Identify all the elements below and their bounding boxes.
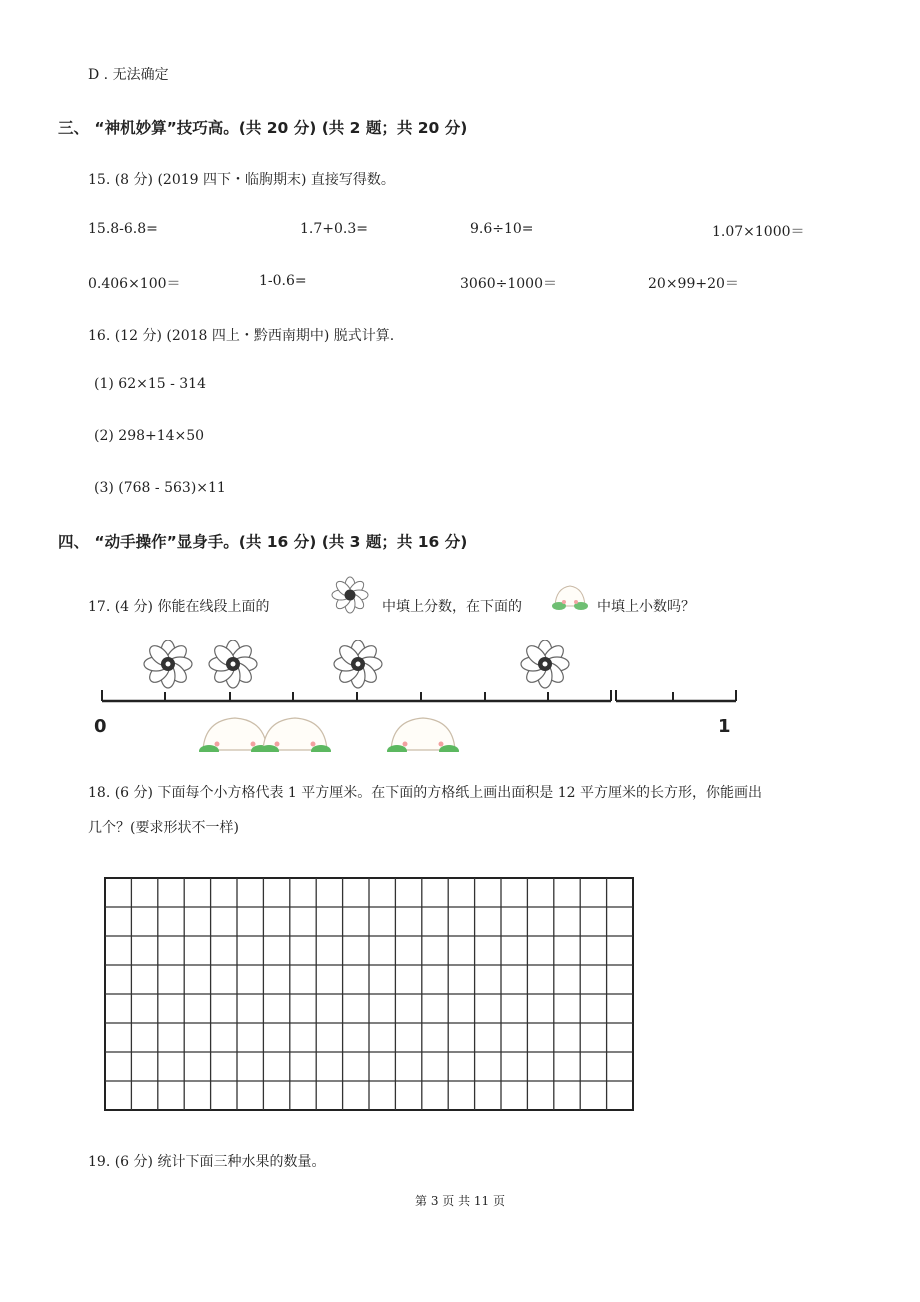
dumpling-icon <box>259 718 331 752</box>
q15-header: 15. (8 分) (2019 四下・临朐期末) 直接写得数。 <box>88 172 395 188</box>
flower-icon <box>144 640 192 688</box>
q18-line2: 几个？(要求形状不一样) <box>88 820 239 836</box>
q17-header-c: 中填上小数吗？ <box>597 599 695 615</box>
grid-paper[interactable] <box>104 877 634 1111</box>
q15-expr: 1.7+0.3= <box>300 221 368 237</box>
q17-header-a: 17. (4 分) 你能在线段上面的 <box>88 599 270 615</box>
section-3-title: 三、 “神机妙算”技巧高。(共 20 分) (共 2 题；共 20 分) <box>58 119 468 137</box>
q15-expr: 20×99+20＝ <box>648 276 739 292</box>
section-4-title: 四、 “动手操作”显身手。(共 16 分) (共 3 题；共 16 分) <box>58 533 468 551</box>
q15-expr: 1.07×1000＝ <box>712 224 805 240</box>
q16-header: 16. (12 分) (2018 四上・黔西南期中) 脱式计算. <box>88 328 395 344</box>
page-footer: 第 3 页 共 11 页 <box>415 1194 505 1208</box>
q16-item: (1) 62×15 - 314 <box>94 376 206 392</box>
dumpling-icon <box>387 718 459 752</box>
q16-item: (2) 298+14×50 <box>94 428 205 444</box>
flower-icon <box>209 640 257 688</box>
flower-icon <box>334 640 382 688</box>
dumpling-icon <box>550 580 590 614</box>
q15-expr: 9.6÷10= <box>470 221 534 237</box>
q19-header: 19. (6 分) 统计下面三种水果的数量。 <box>88 1154 326 1170</box>
flower-icon <box>326 575 374 615</box>
q17-header-b: 中填上分数，在下面的 <box>382 599 522 615</box>
q15-expr: 3060÷1000＝ <box>460 276 557 292</box>
label-zero: 0 <box>94 716 107 737</box>
dumpling-icon <box>199 718 271 752</box>
flower-icon <box>521 640 569 688</box>
q18-line1: 18. (6 分) 下面每个小方格代表 1 平方厘米。在下面的方格纸上画出面积是 12 平方厘米的长方形，你能画出 <box>88 785 762 801</box>
option-d: D . 无法确定 <box>88 67 169 83</box>
number-line-figure <box>90 640 750 752</box>
q16-item: (3) (768 - 563)×11 <box>94 480 226 496</box>
q15-expr: 0.406×100＝ <box>88 276 181 292</box>
label-one: 1 <box>718 716 731 737</box>
q15-expr: 15.8-6.8= <box>88 221 158 237</box>
q15-expr: 1-0.6= <box>259 273 307 289</box>
